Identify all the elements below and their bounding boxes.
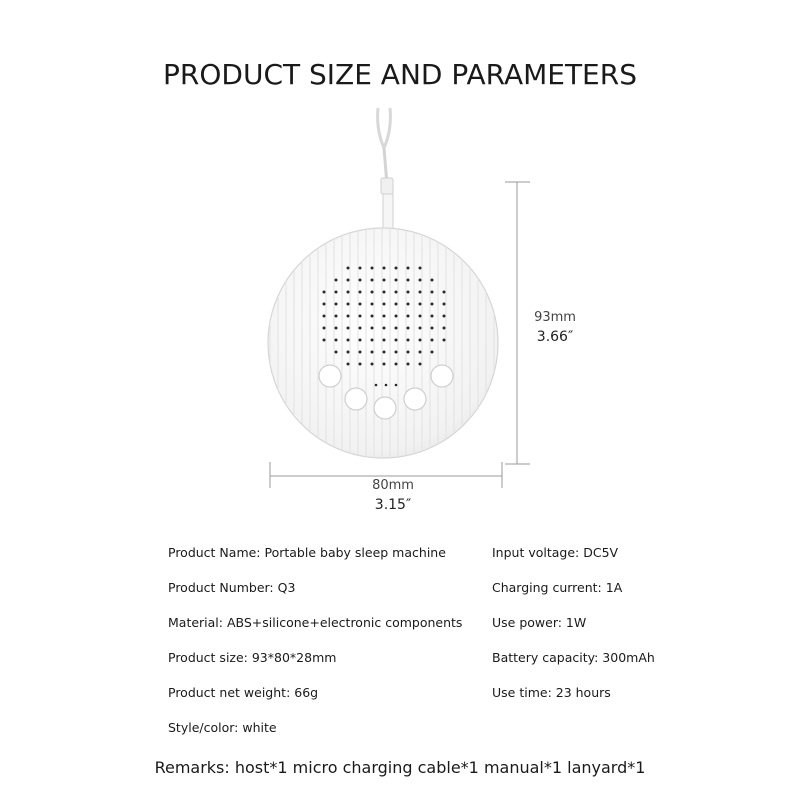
speaker-hole xyxy=(431,315,434,318)
speaker-hole xyxy=(395,351,398,354)
speaker-hole xyxy=(371,315,374,318)
speaker-hole xyxy=(359,279,362,282)
speaker-hole xyxy=(431,327,434,330)
speaker-hole xyxy=(443,327,446,330)
speaker-hole xyxy=(407,351,410,354)
speaker-hole xyxy=(419,363,422,366)
speaker-hole xyxy=(359,291,362,294)
speaker-hole xyxy=(359,267,362,270)
speaker-hole xyxy=(347,291,350,294)
speaker-hole xyxy=(395,279,398,282)
speaker-hole xyxy=(395,303,398,306)
speaker-hole xyxy=(371,279,374,282)
speaker-hole xyxy=(407,291,410,294)
spec-input-voltage: Input voltage: DC5V xyxy=(492,545,619,560)
width-label xyxy=(338,478,448,513)
speaker-hole xyxy=(407,315,410,318)
speaker-hole xyxy=(359,327,362,330)
width-mm: 80mm xyxy=(372,478,414,493)
button-5 xyxy=(431,365,453,387)
height-inch: 3.66″ xyxy=(536,329,574,345)
speaker-hole xyxy=(383,327,386,330)
speaker-hole xyxy=(419,339,422,342)
speaker-hole xyxy=(395,291,398,294)
speaker-hole xyxy=(395,363,398,366)
spec-style-color: Style/color: white xyxy=(168,720,277,735)
speaker-hole xyxy=(419,327,422,330)
speaker-hole xyxy=(419,291,422,294)
button-1 xyxy=(319,365,341,387)
speaker-hole xyxy=(371,363,374,366)
spec-charging-current: Charging current: 1A xyxy=(492,580,623,595)
speaker-hole xyxy=(419,267,422,270)
speaker-hole xyxy=(359,339,362,342)
speaker-hole xyxy=(395,339,398,342)
remarks: Remarks: host*1 micro charging cable*1 manual*1 lanyard*1 xyxy=(154,758,646,777)
speaker-hole xyxy=(323,291,326,294)
spec-use-power: Use power: 1W xyxy=(492,615,587,630)
speaker-hole xyxy=(383,291,386,294)
speaker-hole xyxy=(395,267,398,270)
speaker-hole xyxy=(371,291,374,294)
speaker-hole xyxy=(431,291,434,294)
speaker-hole xyxy=(335,315,338,318)
height-label xyxy=(515,310,595,345)
button-4 xyxy=(404,388,426,410)
speaker-hole xyxy=(383,267,386,270)
speaker-hole xyxy=(407,339,410,342)
speaker-hole xyxy=(407,327,410,330)
speaker-hole xyxy=(375,384,378,387)
height-mm: 93mm xyxy=(534,310,576,325)
speaker-hole xyxy=(419,279,422,282)
speaker-hole xyxy=(419,315,422,318)
speaker-hole xyxy=(359,303,362,306)
speaker-hole xyxy=(383,351,386,354)
speaker-hole xyxy=(323,303,326,306)
speaker-hole xyxy=(431,339,434,342)
speaker-hole xyxy=(347,315,350,318)
speaker-hole xyxy=(431,303,434,306)
speaker-hole xyxy=(383,363,386,366)
speaker-hole xyxy=(347,327,350,330)
speaker-hole xyxy=(323,339,326,342)
spec-battery-capacity: Battery capacity: 300mAh xyxy=(492,650,655,665)
speaker-hole xyxy=(383,339,386,342)
speaker-hole xyxy=(359,363,362,366)
speaker-hole xyxy=(407,363,410,366)
spec-product-number: Product Number: Q3 xyxy=(168,580,296,595)
speaker-hole xyxy=(347,351,350,354)
speaker-hole xyxy=(431,351,434,354)
page-title: PRODUCT SIZE AND PARAMETERS xyxy=(163,58,637,91)
spec-product-name: Product Name: Portable baby sleep machine xyxy=(168,545,446,560)
width-inch: 3.15″ xyxy=(374,497,412,513)
speaker-hole xyxy=(443,303,446,306)
speaker-hole xyxy=(407,279,410,282)
spec-use-time: Use time: 23 hours xyxy=(492,685,611,700)
device-body xyxy=(268,225,498,462)
speaker-hole xyxy=(407,303,410,306)
speaker-hole xyxy=(335,339,338,342)
speaker-hole xyxy=(371,339,374,342)
speaker-hole xyxy=(407,267,410,270)
speaker-hole xyxy=(359,315,362,318)
speaker-hole xyxy=(335,351,338,354)
speaker-hole xyxy=(347,279,350,282)
speaker-hole xyxy=(323,327,326,330)
speaker-hole xyxy=(395,384,398,387)
speaker-hole xyxy=(371,351,374,354)
button-3 xyxy=(374,397,396,419)
speaker-hole xyxy=(443,339,446,342)
speaker-hole xyxy=(335,291,338,294)
spec-material: Material: ABS+silicone+electronic components xyxy=(168,615,463,630)
speaker-hole xyxy=(323,315,326,318)
speaker-hole xyxy=(359,351,362,354)
speaker-hole xyxy=(419,351,422,354)
speaker-hole xyxy=(395,327,398,330)
speaker-hole xyxy=(385,384,388,387)
spec-product-size: Product size: 93*80*28mm xyxy=(168,650,337,665)
speaker-hole xyxy=(371,267,374,270)
speaker-hole xyxy=(347,339,350,342)
speaker-hole xyxy=(419,303,422,306)
speaker-hole xyxy=(443,291,446,294)
speaker-hole xyxy=(443,315,446,318)
speaker-hole xyxy=(371,303,374,306)
speaker-hole xyxy=(335,279,338,282)
spec-net-weight: Product net weight: 66g xyxy=(168,685,319,700)
speaker-hole xyxy=(395,315,398,318)
speaker-hole xyxy=(371,327,374,330)
lanyard xyxy=(378,108,393,242)
speaker-hole xyxy=(383,279,386,282)
speaker-hole xyxy=(335,327,338,330)
speaker-hole xyxy=(431,279,434,282)
speaker-hole xyxy=(347,303,350,306)
button-2 xyxy=(345,388,367,410)
speaker-hole xyxy=(347,363,350,366)
speaker-hole xyxy=(383,303,386,306)
speaker-hole xyxy=(347,267,350,270)
speaker-hole xyxy=(335,303,338,306)
speaker-hole xyxy=(383,315,386,318)
